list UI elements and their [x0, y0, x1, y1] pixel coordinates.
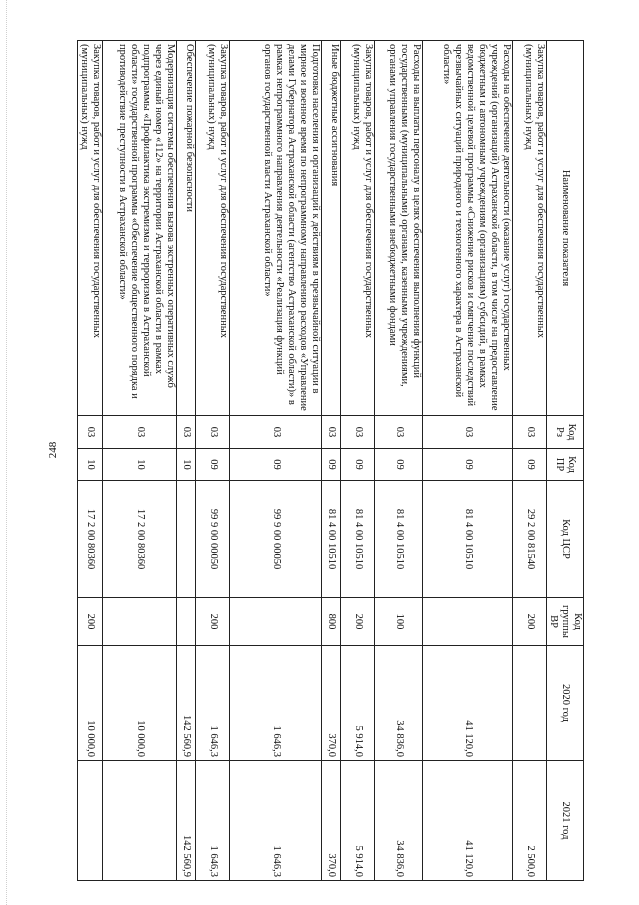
cell-2020 [513, 646, 547, 761]
cell-2021: 1 646,3 [230, 761, 322, 881]
cell-vr [423, 598, 513, 646]
cell-csr: 81 4 00 10510 [375, 481, 423, 598]
page-number: 248 [47, 441, 59, 459]
cell-name: Закупка товаров, работ и услуг для обеспечения государственных (муниципальных) нужд [513, 41, 547, 416]
cell-pr: 09 [513, 449, 547, 481]
cell-vr: 100 [375, 598, 423, 646]
table-row [322, 41, 341, 881]
cell-pr: 09 [196, 449, 230, 481]
table-row [230, 41, 322, 881]
table-row [375, 41, 423, 881]
cell-2021: 2 500,0 [513, 761, 547, 881]
cell-pr: 09 [322, 449, 341, 481]
cell-2021: 370,0 [322, 761, 341, 881]
cell-2021: 34 836,0 [375, 761, 423, 881]
cell-vr [177, 598, 196, 646]
cell-2021 [103, 761, 177, 881]
table-row [341, 41, 375, 881]
cell-2021: 142 560,9 [177, 761, 196, 881]
cell-vr: 200 [196, 598, 230, 646]
cell-rz: 03 [322, 416, 341, 449]
cell-vr: 800 [322, 598, 341, 646]
cell-pr: 09 [375, 449, 423, 481]
cell-2020: 10 000,0 [78, 646, 103, 761]
cell-2020: 1 646,3 [230, 646, 322, 761]
cell-vr [103, 598, 177, 646]
header-vr: Код группы ВР [547, 598, 584, 646]
cell-2020: 34 836,0 [375, 646, 423, 761]
cell-name: Иные бюджетные ассигнования [322, 41, 341, 416]
cell-rz: 03 [375, 416, 423, 449]
table-header-row [547, 41, 584, 881]
cell-vr: 200 [78, 598, 103, 646]
header-rz: Код Рз [547, 416, 584, 449]
header-2021: 2021 год [547, 761, 584, 881]
table-row [103, 41, 177, 881]
table-row [513, 41, 547, 881]
cell-2020: 1 646,3 [196, 646, 230, 761]
table-row [78, 41, 103, 881]
cell-rz: 03 [513, 416, 547, 449]
cell-pr: 10 [78, 449, 103, 481]
cell-csr: 81 4 00 10510 [341, 481, 375, 598]
cell-csr: 99 9 00 00050 [196, 481, 230, 598]
cell-2021: 5 914,0 [341, 761, 375, 881]
cell-pr: 10 [177, 449, 196, 481]
table-row [196, 41, 230, 881]
cell-name: Закупка товаров, работ и услуг для обеспечения государственных (муниципальных) нужд [341, 41, 375, 416]
cell-2020: 370,0 [322, 646, 341, 761]
cell-csr: 81 4 00 10510 [423, 481, 513, 598]
cell-rz: 03 [423, 416, 513, 449]
cell-2021 [78, 761, 103, 881]
cell-csr: 17 2 00 80360 [103, 481, 177, 598]
cell-rz: 03 [230, 416, 322, 449]
cell-2020: 10 000,0 [103, 646, 177, 761]
cell-rz: 03 [196, 416, 230, 449]
header-pr: Код ПР [547, 449, 584, 481]
header-2020: 2020 год [547, 646, 584, 761]
cell-rz: 03 [341, 416, 375, 449]
header-name: Наименование показателя [547, 41, 584, 416]
cell-pr: 09 [341, 449, 375, 481]
cell-csr: 29 2 00 81540 [513, 481, 547, 598]
cell-vr [230, 598, 322, 646]
cell-name: Модернизация системы обеспечения вызова экстренных оперативных служб через единый номер «112» на территории Астраханской области в рамках подпрограммы «Профилактика экстремизма и терроризма в Астраханской области» государственной программы «Обеспечение общественного порядка и противодействие преступности в Астраханской области» [103, 41, 177, 416]
cell-rz: 03 [103, 416, 177, 449]
cell-pr: 09 [423, 449, 513, 481]
cell-2021: 1 646,3 [196, 761, 230, 881]
cell-csr: 81 4 00 10510 [322, 481, 341, 598]
budget-table [77, 40, 584, 881]
scan-edge [6, 0, 8, 905]
table-row [423, 41, 513, 881]
cell-name: Расходы на выплаты персоналу в целях обеспечения выполнения функций государственными (муниципальными) органами, казенными учреждениями, органами управления государственными внебюджетными фондами [375, 41, 423, 416]
cell-vr: 200 [341, 598, 375, 646]
cell-csr: 17 2 00 80360 [78, 481, 103, 598]
cell-vr: 200 [513, 598, 547, 646]
cell-csr [177, 481, 196, 598]
cell-pr: 10 [103, 449, 177, 481]
cell-name: Закупка товаров, работ и услуг для обеспечения государственных (муниципальных) нужд [78, 41, 103, 416]
cell-2020: 142 560,9 [177, 646, 196, 761]
cell-name: Обеспечение пожарной безопасности [177, 41, 196, 416]
cell-name: Подготовка населения и организаций к действиям в чрезвычайной ситуации в мирное и военное время по непрограммному направлению расходов «Управление делами Губернатора Астраханской области (агентство Астраханской области)» в рамках непрограммного направления деятельности «Реализация функций органов государственной власти Астраханской области» [230, 41, 322, 416]
header-csr: Код ЦСР [547, 481, 584, 598]
cell-2020: 41 120,0 [423, 646, 513, 761]
cell-2020: 5 914,0 [341, 646, 375, 761]
cell-rz: 03 [177, 416, 196, 449]
rotated-table-container [79, 40, 584, 880]
cell-csr: 99 9 00 00050 [230, 481, 322, 598]
cell-rz: 03 [78, 416, 103, 449]
cell-2021: 41 120,0 [423, 761, 513, 881]
cell-name: Закупка товаров, работ и услуг для обеспечения государственных (муниципальных) нужд [196, 41, 230, 416]
cell-name: Расходы на обеспечение деятельности (оказание услуг) государственных учреждений (организаций) Астраханской области, в том числе на предоставление бюджетным и автономным учреждениям (организациям) субсидий, в рамках ведомственной целевой программы «Снижение рисков и смягчение последствий чрезвычайных ситуаций природного и техногенного характера в Астраханской области» [423, 41, 513, 416]
table-row [177, 41, 196, 881]
cell-pr: 09 [230, 449, 322, 481]
